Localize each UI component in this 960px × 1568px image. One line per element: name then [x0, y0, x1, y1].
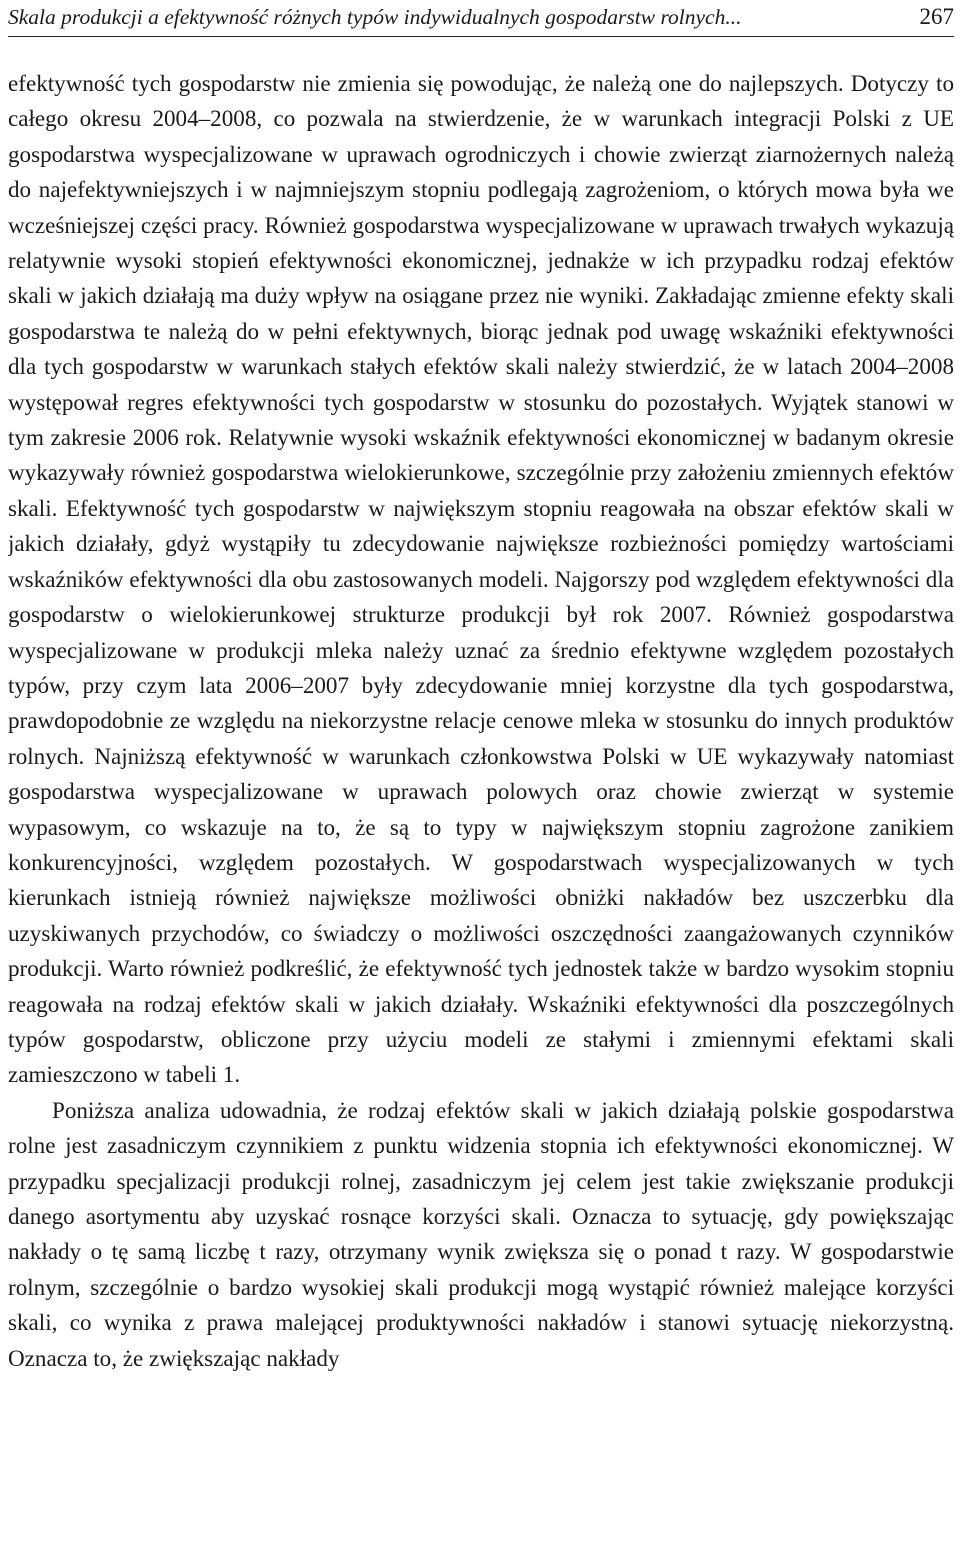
paragraph: Poniższa analiza udowadnia, że rodzaj efektów skali w jakich działają polskie gospodarstwa rolne jest zasadniczym czynnikiem z punktu widzenia stopnia ich efektywności ekonomicznej. W przypadku specjalizacji produkcji rolnej, zasadniczym jej celem jest takie zwiększanie produkcji danego asortymentu aby uzyskać rosnące korzyści skali. Oznacza to sytuację, gdy powiększając nakłady o tę samą liczbę t razy, otrzymany wynik zwiększa się o ponad t razy. W gospodarstwie rolnym, szczególnie o bardzo wysokiej skali produkcji mogą wystąpić również malejące korzyści skali, co wynika z prawa malejącej produktywności nakładów i stanowi sytuację niekorzystną. Oznacza to, że zwiększając nakłady	[8, 1096, 954, 1371]
document-page	[8, 0, 954, 1568]
body-text	[8, 66, 954, 1376]
running-head	[8, 2, 954, 37]
running-head-title: Skala produkcji a efektywność różnych typów indywidualnych gospodarstw rolnych...	[8, 5, 742, 29]
paragraph: efektywność tych gospodarstw nie zmienia się powodując, że należą one do najlepszych. Dotyczy to całego okresu 2004–2008, co pozwala na stwierdzenie, że w warunkach integracji Polski z UE gospodarstwa wyspecjalizowane w uprawach ogrodniczych i chowie zwierząt ziarnożernych należą do najefektywniejszych i w najmniejszym stopniu podlegają zagrożeniom, o których mowa była we wcześniejszej części pracy. Również gospodarstwa wyspecjalizowane w uprawach trwałych wykazują relatywnie wysoki stopień efektywności ekonomicznej, jednakże w ich przypadku rodzaj efektów skali w jakich działają ma duży wpływ na osiągane przez nie wyniki. Zakładając zmienne efekty skali gospodarstwa te należą do w pełni efektywnych, biorąc jednak pod uwagę wskaźniki efektywności dla tych gospodarstw w warunkach stałych efektów skali należy stwierdzić, że w latach 2004–2008 występował regres efektywności tych gospodarstw w stosunku do pozostałych. Wyjątek stanowi w tym zakresie 2006 rok. Relatywnie wysoki wskaźnik efektywności ekonomicznej w badanym okresie wykazywały również gospodarstwa wielokierunkowe, szczególnie przy założeniu zmiennych efektów skali. Efektywność tych gospodarstw w największym stopniu reagowała na obszar efektów skali w jakich działały, gdyż wystąpiły tu zdecydowanie największe rozbieżności pomiędzy wartościami wskaźników efektywności dla obu zastosowanych modeli. Najgorszy pod względem efektywności dla gospodarstw o wielokierunkowej strukturze produkcji był rok 2007. Również gospodarstwa wyspecjalizowane w produkcji mleka należy uznać za średnio efektywne względem pozostałych typów, przy czym lata 2006–2007 były zdecydowanie mniej korzystne dla tych gospodarstwa, prawdopodobnie ze względu na niekorzystne relacje cenowe mleka w stosunku do innych produktów rolnych. Najniższą efektywność w warunkach członkowstwa Polski w UE wykazywały natomiast gospodarstwa wyspecjalizowane w uprawach polowych oraz chowie zwierząt w systemie wypasowym, co wskazuje na to, że są to typy w największym stopniu zagrożone zanikiem konkurencyjności, względem pozostałych. W gospodarstwach wyspecjalizowanych w tych kierunkach istnieją również największe możliwości obniżki nakładów bez uszczerbku dla uzyskiwanych przychodów, co świadczy o możliwości oszczędności zaangażowanych czynników produkcji. Warto również podkreślić, że efektywność tych jednostek także w bardzo wysokim stopniu reagowała na rodzaj efektów skali w jakich działały. Wskaźniki efektywności dla poszczególnych typów gospodarstw, obliczone przy użyciu modeli ze stałymi i zmiennymi efektami skali zamieszczono w tabeli 1.	[8, 70, 954, 1088]
page-number: 267	[919, 4, 954, 29]
